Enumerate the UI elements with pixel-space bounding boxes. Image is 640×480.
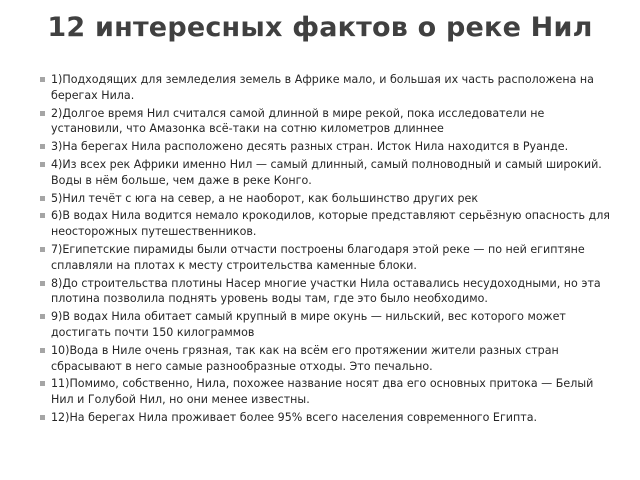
fact-text: 8)До строительства плотины Насер многие участки Нила оставались несудоходными, но эта плотина позволила поднять уровень воды там, где это было необходимо. bbox=[51, 276, 601, 306]
fact-item bbox=[40, 157, 610, 189]
square-bullet-icon bbox=[40, 196, 45, 201]
square-bullet-icon bbox=[40, 162, 45, 167]
fact-text: 4)Из всех рек Африки именно Нил — самый длинный, самый полноводный и самый широкий. Воды в нём больше, чем даже в реке Конго. bbox=[51, 157, 602, 187]
square-bullet-icon bbox=[40, 381, 45, 386]
square-bullet-icon bbox=[40, 348, 45, 353]
fact-item bbox=[40, 309, 610, 341]
fact-item bbox=[40, 276, 610, 308]
fact-text: 11)Помимо, собственно, Нила, похожее название носят два его основных притока — Белый Нил и Голубой Нил, но они менее известны. bbox=[51, 377, 594, 407]
fact-text: 10)Вода в Ниле очень грязная, так как на всём его протяжении жители разных стран сбрасывают в него самые разнообразные отходы. Это печально. bbox=[51, 343, 559, 373]
square-bullet-icon bbox=[40, 111, 45, 116]
fact-item bbox=[40, 208, 610, 240]
fact-text: 2)Долгое время Нил считался самой длинной в мире рекой, пока исследователи не установили, что Амазонка всё-таки на сотню километров длиннее bbox=[51, 106, 545, 136]
square-bullet-icon bbox=[40, 247, 45, 252]
fact-text: 6)В водах Нила водится немало крокодилов, которые представляют серьёзную опасность для неосторожных путешественников. bbox=[51, 209, 610, 239]
square-bullet-icon bbox=[40, 144, 45, 149]
square-bullet-icon bbox=[40, 314, 45, 319]
fact-item bbox=[40, 139, 610, 155]
fact-item bbox=[40, 191, 610, 207]
fact-item bbox=[40, 72, 610, 104]
fact-text: 5)Нил течёт с юга на север, а не наоборот, как большинство других рек bbox=[51, 191, 479, 205]
fact-text: 12)На берегах Нила проживает более 95% всего населения современного Египта. bbox=[51, 410, 538, 424]
fact-item bbox=[40, 410, 610, 426]
fact-item bbox=[40, 343, 610, 375]
fact-text: 9)В водах Нила обитает самый крупный в мире окунь — нильский, вес которого может достигать почти 150 килограммов bbox=[51, 310, 566, 339]
square-bullet-icon bbox=[40, 213, 45, 218]
fact-item bbox=[40, 106, 610, 138]
square-bullet-icon bbox=[40, 77, 45, 82]
square-bullet-icon bbox=[40, 281, 45, 286]
fact-text: 1)Подходящих для земледелия земель в Африке мало, и большая их часть расположена на берегах Нила. bbox=[51, 73, 594, 102]
square-bullet-icon bbox=[40, 415, 45, 420]
fact-text: 3)На берегах Нила расположено десять разных стран. Исток Нила находится в Руанде. bbox=[51, 140, 569, 154]
fact-item bbox=[40, 376, 610, 408]
facts-list bbox=[40, 72, 610, 428]
fact-text: 7)Египетские пирамиды были отчасти построены благодаря этой реке — по ней египтяне сплавляли на плотах к месту строительства каменные блоки. bbox=[51, 242, 585, 272]
fact-item bbox=[40, 242, 610, 274]
page-title: 12 интересных фактов о реке Нил bbox=[47, 12, 593, 43]
